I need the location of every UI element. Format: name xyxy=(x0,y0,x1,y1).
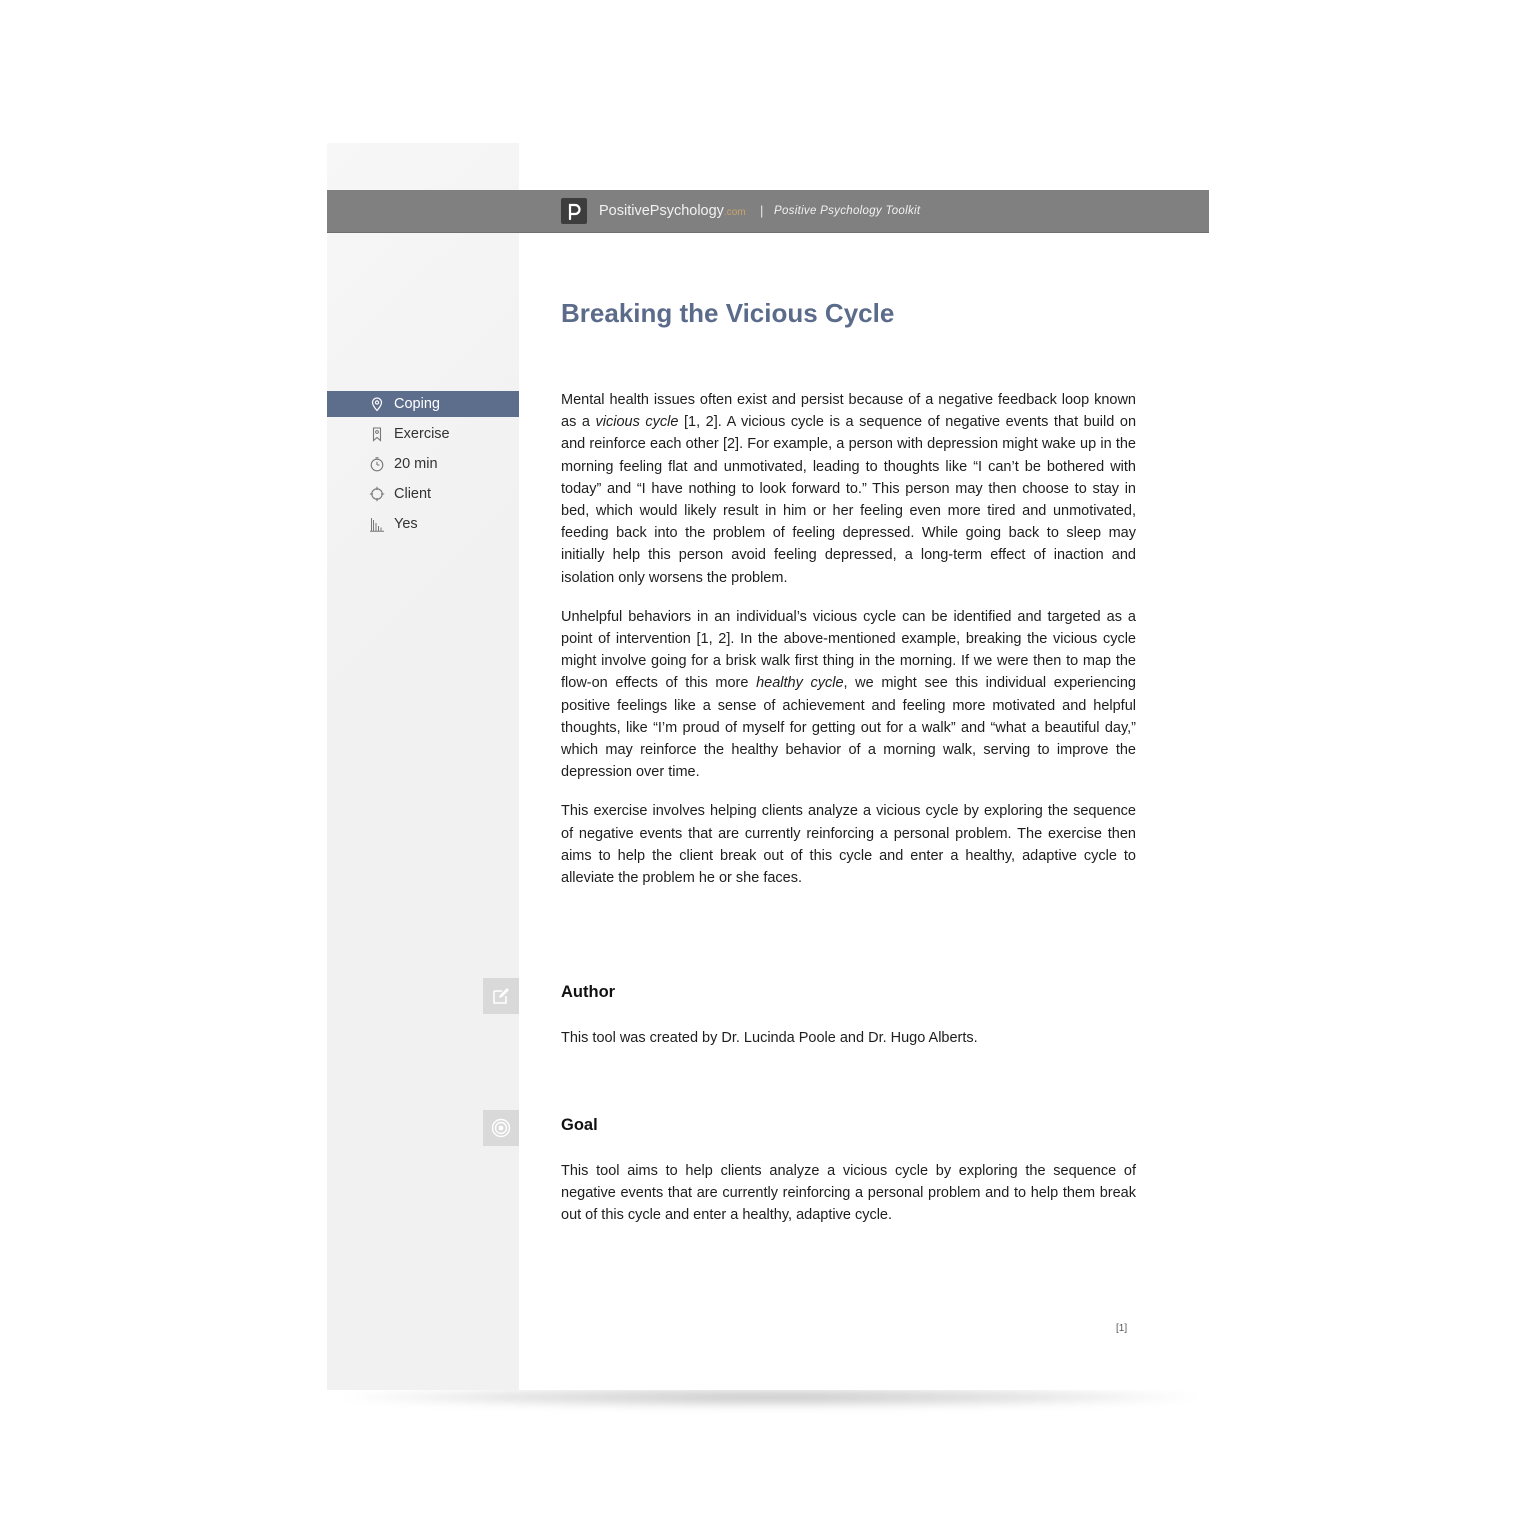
text-run: , we might see this individual experiencing positive feelings like a sense of achievement and feeling more motivated and helpful thoughts, like “I’m proud of myself for getting out for a walk” and “what a beautiful day,” which may reinforce the healthy behavior of a morning walk, serving to improve the depression over time. xyxy=(561,675,1136,781)
author-heading: Author xyxy=(561,983,616,1001)
meta-label: Client xyxy=(394,486,432,502)
meta-item-scored xyxy=(327,511,519,537)
meta-item-type xyxy=(327,421,519,447)
crosshair-icon xyxy=(369,486,385,502)
bookmark-icon xyxy=(369,426,385,442)
meta-label: Coping xyxy=(394,396,440,412)
emphasis-text: vicious cycle xyxy=(595,414,679,431)
intro-paragraph-3: This exercise involves helping clients analyze a vicious cycle by exploring the sequence of negative events that are currently reinforcing a personal problem. The exercise then aims to help the client break out of this cycle and enter a healthy, adaptive cycle to alleviate the problem he or she faces. xyxy=(561,803,1136,887)
introduction-body xyxy=(561,389,1136,906)
intro-paragraph-2 xyxy=(561,606,1136,784)
brand-text: PositivePsychology xyxy=(599,203,724,219)
target-icon xyxy=(491,1118,511,1138)
bar-chart-icon xyxy=(369,516,385,532)
meta-item-audience xyxy=(327,481,519,507)
positive-psychology-logo-icon xyxy=(561,198,587,224)
toolkit-label: Positive Psychology Toolkit xyxy=(774,205,921,217)
emphasis-text: healthy cycle xyxy=(756,675,844,692)
edit-icon xyxy=(491,986,511,1006)
text-run: Mental health issues often exist and persist because of a negative feedback loop known as a xyxy=(561,392,1136,431)
meta-label: 20 min xyxy=(394,456,438,472)
text-run: [1, 2]. A vicious cycle is a sequence of negative events that build on and reinforce each other [2]. For example, a person with depression might wake up in the morning feeling flat and unmotivated, leading to thoughts like “I can’t be bothered with today” and “I have nothing to look forward to.” This person may then choose to stay in bed, which would likely result in him or her feeling even more tired and unmotivated, feeding back into the problem of feeling depressed. While going back to sleep may initially help this person avoid feeling depressed, a long-term effect of inaction and isolation only worsens the problem. xyxy=(561,414,1137,586)
stopwatch-icon xyxy=(369,456,385,472)
intro-paragraph-1 xyxy=(561,389,1136,589)
header-separator: | xyxy=(760,203,764,218)
author-text: This tool was created by Dr. Lucinda Poole and Dr. Hugo Alberts. xyxy=(561,1030,978,1046)
location-pin-icon xyxy=(369,396,385,412)
header-bar xyxy=(327,190,1209,233)
page-title: Breaking the Vicious Cycle xyxy=(561,298,895,328)
brand-name xyxy=(599,203,746,219)
goal-section-icon xyxy=(483,1110,519,1146)
document-page xyxy=(327,143,1209,1390)
meta-list xyxy=(327,391,519,541)
goal-heading: Goal xyxy=(561,1116,598,1134)
meta-item-category xyxy=(327,391,519,417)
page-number: [1] xyxy=(1116,1323,1128,1334)
goal-text: This tool aims to help clients analyze a vicious cycle by exploring the sequence of negative events that are currently reinforcing a personal problem and to help them break out of this cycle and enter a healthy, adaptive cycle. xyxy=(561,1163,1136,1224)
meta-label: Exercise xyxy=(394,426,450,442)
sidebar xyxy=(327,143,519,1390)
meta-label: Yes xyxy=(394,516,418,532)
meta-item-duration xyxy=(327,451,519,477)
brand-suffix: .com xyxy=(723,207,746,218)
text-run: Unhelpful behaviors in an individual’s vicious cycle can be identified and targeted as a point of intervention [1, 2]. In the above-mentioned example, breaking the vicious cycle might involve going for a brisk walk first thing in the morning. If we were then to map the flow-on effects of this more xyxy=(561,608,1136,692)
author-section-icon xyxy=(483,978,519,1014)
